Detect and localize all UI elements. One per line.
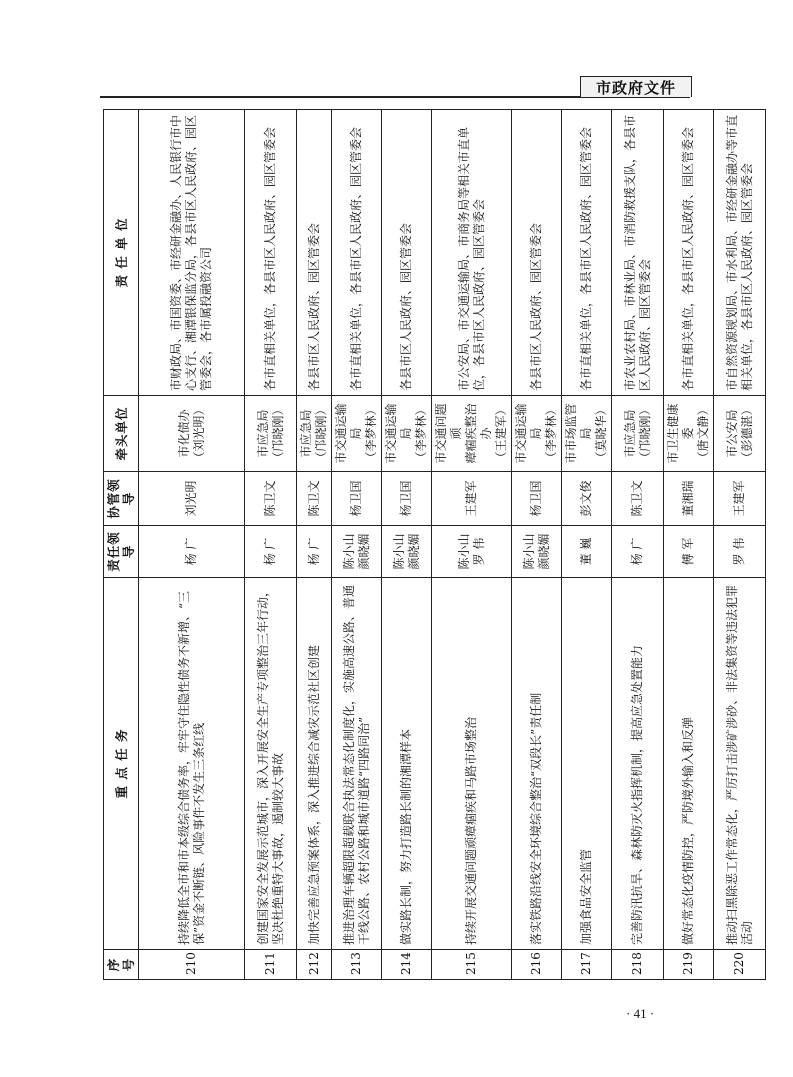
table-row: [512, 110, 562, 980]
row-task: 做实路长制，努力打造路长制的湘潭样本: [382, 578, 432, 950]
row-lead: 杨 广: [297, 526, 332, 578]
header-resp: 责 任 单 位: [104, 110, 139, 396]
dept-line: （李梦林）: [414, 403, 428, 464]
row-resp: 市农业农村局、市林业局、市消防救援支队，各县市区人民政府、园区管委会: [612, 110, 664, 396]
row-dept: [612, 396, 664, 472]
table-row: [245, 110, 297, 980]
row-task: 创建国家安全发展示范城市，深入开展安全生产专项整治三年行动，坚决杜绝重特大事故，遏制较大事故: [245, 578, 297, 950]
table-row: [297, 110, 332, 980]
row-num: 218: [612, 950, 664, 980]
row-dept: [382, 396, 432, 472]
row-num: 213: [332, 950, 382, 980]
header-dept: 牵头单位: [104, 396, 139, 472]
row-resp: 各县市区人民政府、园区管委会: [382, 110, 432, 396]
document-category-label: 市政府文件: [580, 76, 692, 97]
task-table-rotated: [103, 110, 754, 980]
row-lead: 陈小山 颜晓媚: [332, 526, 382, 578]
row-co: 王建军: [432, 472, 512, 526]
row-num: 220: [714, 950, 766, 980]
dept-line: 市交通问题顽: [434, 403, 463, 464]
row-lead: 杨 广: [139, 526, 245, 578]
row-num: 212: [297, 950, 332, 980]
row-task: 推进治理车辆超限超载联合执法常态化制度化，实施高速公路、普通干线公路、农村公路和城市道路“四路同治”: [332, 578, 382, 950]
row-task: 完善防汛抗旱、森林防灭火指挥机制，提高应急处置能力: [612, 578, 664, 950]
row-num: 217: [562, 950, 612, 980]
row-co: 彭文俊: [562, 472, 612, 526]
row-co: 陈卫文: [612, 472, 664, 526]
row-resp: 市公安局、市交通运输局、市商务局等相关市直单位，各县市区人民政府、园区管委会: [432, 110, 512, 396]
row-co: 杨卫国: [382, 472, 432, 526]
row-dept: [139, 396, 245, 472]
dept-line: （莫晓华）: [594, 403, 608, 464]
row-num: 216: [512, 950, 562, 980]
row-resp: 各市直相关单位，各县市区人民政府、园区管委会: [562, 110, 612, 396]
header-num: 序号: [104, 950, 139, 980]
dept-line: （彭德湛）: [739, 403, 754, 464]
dept-line: 市公安局: [724, 409, 739, 458]
row-co: 杨卫国: [512, 472, 562, 526]
row-resp: 市财政局、市国资委、市经研金融办、人民银行市中心支行、湘潭银保监分局，各县市区人民政府、园区管委会，各市属投融资公司: [139, 110, 245, 396]
row-task: 加强食品安全监管: [562, 578, 612, 950]
header-lead: 责任领导: [104, 526, 139, 578]
dept-line: 市交通运输局: [334, 403, 363, 464]
row-dept: [562, 396, 612, 472]
table-row: [612, 110, 664, 980]
row-task: 做好常态化疫情防控，严防境外输入和反弹: [664, 578, 714, 950]
table-row: [432, 110, 512, 980]
row-resp: 市自然资源规划局、市水利局、市经研金融办等市直相关单位，各县市区人民政府、园区管委会: [714, 110, 766, 396]
dept-line: 市市场监管局: [564, 403, 593, 464]
table-header-row: [104, 110, 139, 980]
dept-line: 市应急局: [255, 409, 270, 458]
table-row: [714, 110, 766, 980]
row-num: 210: [139, 950, 245, 980]
row-num: 214: [382, 950, 432, 980]
dept-line: 市交通运输局: [384, 403, 413, 464]
dept-line: 瘴痼疾整治办: [464, 403, 493, 464]
dept-line: （李梦林）: [544, 403, 558, 464]
table-row: [382, 110, 432, 980]
dept-line: 市卫生健康委: [666, 403, 695, 464]
dept-line: （唐文静）: [696, 403, 710, 464]
dept-line: 市交通运输局: [514, 403, 543, 464]
row-co: 刘光明: [139, 472, 245, 526]
row-lead: 陈小山 颜晓媚: [512, 526, 562, 578]
row-resp: 各县市区人民政府、园区管委会: [512, 110, 562, 396]
row-resp: 各县市区人民政府、园区管委会: [297, 110, 332, 396]
table-row: [332, 110, 382, 980]
task-table: [103, 109, 766, 980]
row-dept: [245, 396, 297, 472]
row-resp: 各市直相关单位，各县市区人民政府、园区管委会: [332, 110, 382, 396]
dept-line: （王建军）: [494, 403, 508, 464]
page-number: · 41 ·: [626, 1006, 655, 1021]
row-co: 陈卫文: [297, 472, 332, 526]
row-resp: 各市直相关单位，各县市区人民政府、园区管委会: [245, 110, 297, 396]
row-co: 杨卫国: [332, 472, 382, 526]
dept-line: （刘光明）: [191, 403, 206, 464]
header-task: 重 点 任 务: [104, 578, 139, 950]
row-lead: 傅 军: [664, 526, 714, 578]
row-dept: [512, 396, 562, 472]
row-task: 落实铁路沿线安全环境综合整治“双段长”责任制: [512, 578, 562, 950]
row-lead: 陈小山 罗 伟: [432, 526, 512, 578]
row-num: 211: [245, 950, 297, 980]
dept-line: （邝晓刚）: [270, 403, 285, 464]
row-co: 董湘瑞: [664, 472, 714, 526]
row-task: 加快完善应急预案体系，深入推进综合减灾示范社区创建: [297, 578, 332, 950]
row-dept: [332, 396, 382, 472]
row-dept: [432, 396, 512, 472]
row-task: 推动扫黑除恶工作常态化，严厉打击涉矿涉砂、非法集资等违法犯罪活动: [714, 578, 766, 950]
row-num: 219: [664, 950, 714, 980]
row-task: 持续开展交通问题顽瘴痼疾和马路市场整治: [432, 578, 512, 950]
dept-line: 市应急局: [622, 409, 637, 458]
row-dept: [664, 396, 714, 472]
row-num: 215: [432, 950, 512, 980]
row-dept: [297, 396, 332, 472]
table-row: [562, 110, 612, 980]
dept-line: 市化债办: [176, 409, 191, 458]
row-co: 王建军: [714, 472, 766, 526]
table-row: [664, 110, 714, 980]
dept-line: （邝晓刚）: [314, 403, 328, 464]
dept-line: （李梦林）: [364, 403, 378, 464]
row-lead: 董 巍: [562, 526, 612, 578]
row-lead: 杨 广: [612, 526, 664, 578]
row-co: 陈卫文: [245, 472, 297, 526]
row-lead: 杨 广: [245, 526, 297, 578]
dept-line: 市应急局: [299, 409, 313, 458]
dept-line: （邝晓刚）: [637, 403, 652, 464]
row-lead: 陈小山 颜晓媚: [382, 526, 432, 578]
row-dept: [714, 396, 766, 472]
table-row: [139, 110, 245, 980]
row-task: 持续降低全市和市本级综合债务率，牢牢守住隐性债务不新增、“三保”资金不断链、风险事件不发生三条红线: [139, 578, 245, 950]
header-co: 协管领导: [104, 472, 139, 526]
row-resp: 各市直相关单位，各县市区人民政府、园区管委会: [664, 110, 714, 396]
row-lead: 罗 伟: [714, 526, 766, 578]
